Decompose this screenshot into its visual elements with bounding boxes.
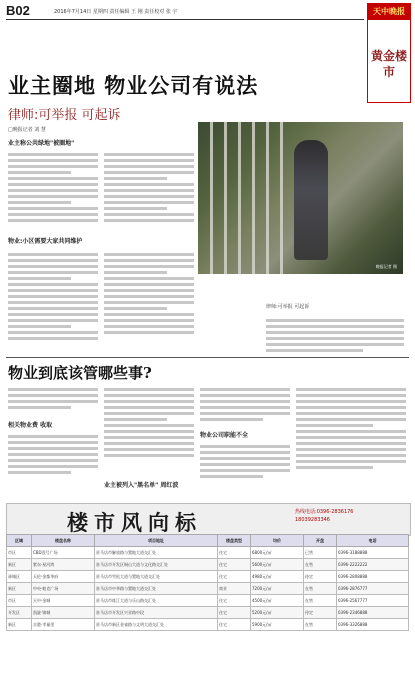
listing-cell: 在售 [304,583,337,595]
hotline [295,508,353,524]
issue-meta: 2016年7月14日 星期四 责任编辑 王 刚 责任校对 张 宇 [54,9,178,15]
listing-cell: 0396-2808888 [337,571,409,583]
col-header: 楼盘名称 [32,535,95,547]
listing-cell: 住宅 [218,559,251,571]
listing-cell: 驻马店市开发区铜山大道与文化路交汇处 [95,559,218,571]
listing-cell: 市区 [7,547,32,559]
listing-cell: 在售 [304,619,337,631]
listing-cell: 5900元/㎡ [251,619,304,631]
article2-heading-3: 业主被列入"黑名单" 周红波 [104,482,179,489]
listing-cell: 0396-2876777 [337,583,409,595]
masthead [6,3,409,19]
listing-cell: 待定 [304,571,337,583]
listing-cell: 住宅 [218,619,251,631]
photo-person [294,140,328,260]
listing-row [7,583,409,595]
listing-row [7,619,409,631]
photo-credit: 晚报记者 摄 [375,264,397,269]
col-header: 区域 [7,535,32,547]
listing-cell: 新区 [7,583,32,595]
page-subhead: 律师:可举报 可起诉 [8,108,121,123]
listing-cell: 驻马店市练江大道与乐山路交汇处 [95,595,218,607]
section-logo [367,3,411,103]
hotline-label: 热线电话: [295,509,317,515]
col-header: 开盘 [304,535,337,547]
listing-cell: 市区 [7,595,32,607]
listing-cell: 6800元/㎡ [251,547,304,559]
article2-heading-1: 相关物业费 收取 [8,422,53,429]
listing-header-row [7,535,409,547]
listing-row [7,547,409,559]
photo-caption: 律师:可举报 可起诉 [266,304,310,310]
news-photo [198,122,403,274]
article2-column-1 [8,385,98,412]
text-column-2 [104,150,194,225]
listing-cell: 凯旋·锦城 [32,607,95,619]
article2-column-1b [8,432,98,477]
text-column-3 [8,250,98,343]
listing-table [6,534,409,631]
listing-cell: 7200元/㎡ [251,583,304,595]
listing-cell: 5200元/㎡ [251,607,304,619]
col-header: 电话 [337,535,409,547]
section-name: 黄金楼市 [370,49,407,79]
listing-cell: 在售 [304,595,337,607]
listing-cell: 中央·帕克广场 [32,583,95,595]
listing-banner [6,503,411,536]
listing-cell: 在售 [304,559,337,571]
listing-cell: 住宅 [218,571,251,583]
article2-title: 物业到底该管哪些事? [8,364,152,382]
listing-cell: 驻马店市开发区兴业路中段 [95,607,218,619]
section-divider [6,357,409,358]
listing-cell: 新区 [7,559,32,571]
listing-cell: 驻马店市解放路与置地大道交汇处 [95,547,218,559]
col-header: 楼盘类型 [218,535,251,547]
listing-cell: 天中·金城 [32,595,95,607]
listing-row [7,607,409,619]
listing-cell: 驻马店市新区金雀路与文明大道交汇处 [95,619,218,631]
listing-row [7,559,409,571]
article2-column-3b [200,442,290,481]
listing-cell: 0396-3188888 [337,547,409,559]
header-rule [6,19,364,20]
listing-cell: 住宅 [218,595,251,607]
listing-row [7,595,409,607]
col-header: 项目地址 [95,535,218,547]
article2-heading-2: 物业公司职能不全 [200,432,249,439]
page-headline: 业主圈地 物业公司有说法 [8,73,259,98]
listing-cell: 住宅 [218,607,251,619]
hotline-number-2: 18039283346 [295,517,330,523]
listing-cell: 新区 [7,619,32,631]
listing-cell: 驿城区 [7,571,32,583]
listing-cell: 天伦·金都华府 [32,571,95,583]
listing-cell: 住宅 [218,547,251,559]
listing-cell: 5600元/㎡ [251,559,304,571]
page-number: B02 [6,3,30,18]
listing-cell: 紫东·星河湾 [32,559,95,571]
section-heading-1: 业主称公共绿地"被圈地" [8,140,75,147]
listing-cell: 开发区 [7,607,32,619]
listing-cell: CBD壹号广场 [32,547,95,559]
listing-cell: 待定 [304,607,337,619]
listing-title: 楼市风向标 [67,510,202,535]
hotline-number-1: 0396-2836176 [316,509,354,515]
article2-column-4 [296,385,406,472]
section-heading-2: 物业:小区需要大家共同维护 [8,238,83,245]
listing-cell: 驻马店市中华路与置地大道交汇处 [95,583,218,595]
listing-cell: 商业 [218,583,251,595]
listing-cell: 0396-2346888 [337,607,409,619]
text-column-1 [8,150,98,225]
listing-cell: 0396-2222222 [337,559,409,571]
col-header: 均价 [251,535,304,547]
listing-row [7,571,409,583]
text-column-5 [266,316,404,355]
newspaper-logo: 天中晚报 [368,4,410,20]
listing-cell: 4980元/㎡ [251,571,304,583]
listing-cell: 已售 [304,547,337,559]
article2-column-3 [200,385,290,424]
listing-cell: 驻马店市雪松大道与置地大道交汇处 [95,571,218,583]
text-column-4 [104,250,194,337]
listing-cell: 0396-2567777 [337,595,409,607]
byline: □晚报记者 刘 慧 [8,127,46,133]
listing-cell: 京港·幸福里 [32,619,95,631]
listing-cell: 4500元/㎡ [251,595,304,607]
listing-cell: 0396-3326888 [337,619,409,631]
article2-column-2 [104,385,194,460]
